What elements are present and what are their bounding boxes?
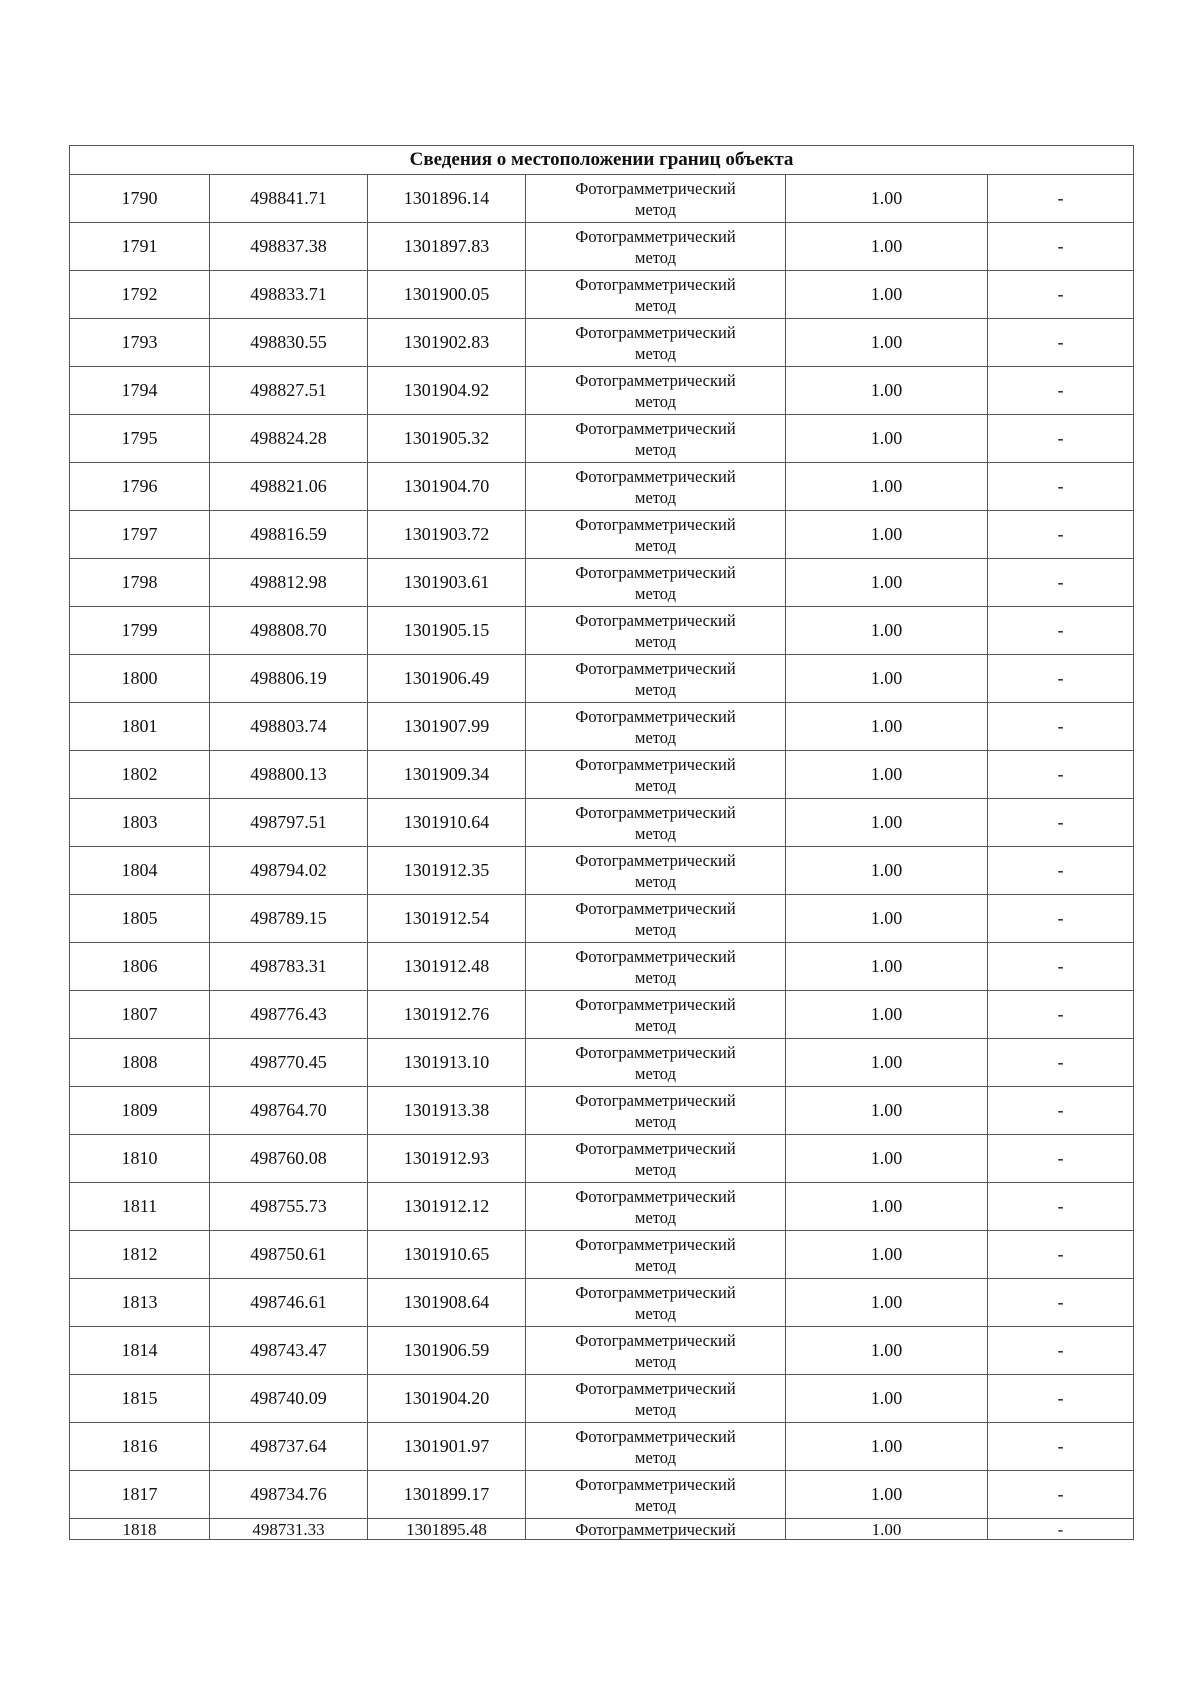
y-coordinate-cell: 1301912.48 [368, 943, 526, 991]
method-line-2: метод [635, 1447, 676, 1467]
point-number-cell: 1796 [70, 463, 210, 511]
method-line-1: Фотограмметрический [575, 226, 736, 246]
method-line-1: Фотограмметрический [575, 946, 736, 966]
note-cell: - [988, 175, 1134, 223]
table-row [70, 943, 1134, 991]
y-coordinate-cell: 1301912.93 [368, 1135, 526, 1183]
method-line-1: Фотограмметрический [575, 1330, 736, 1350]
y-coordinate-cell: 1301901.97 [368, 1423, 526, 1471]
method-line-2: метод [635, 439, 676, 459]
x-coordinate-cell: 498837.38 [210, 223, 368, 271]
note-cell: - [988, 415, 1134, 463]
method-line-1: Фотограмметрический [575, 1186, 736, 1206]
y-coordinate-cell: 1301912.12 [368, 1183, 526, 1231]
note-cell: - [988, 1471, 1134, 1519]
x-coordinate-cell: 498806.19 [210, 655, 368, 703]
y-coordinate-cell: 1301904.20 [368, 1375, 526, 1423]
point-number-cell: 1818 [70, 1519, 210, 1540]
method-cell [526, 607, 786, 655]
table-row [70, 1423, 1134, 1471]
accuracy-cell: 1.00 [786, 703, 988, 751]
point-number-cell: 1814 [70, 1327, 210, 1375]
accuracy-cell: 1.00 [786, 1327, 988, 1375]
method-line-2: метод [635, 919, 676, 939]
point-number-cell: 1794 [70, 367, 210, 415]
method-line-1: Фотограмметрический [575, 610, 736, 630]
point-number-cell: 1798 [70, 559, 210, 607]
method-line-2: метод [635, 1159, 676, 1179]
x-coordinate-cell: 498755.73 [210, 1183, 368, 1231]
point-number-cell: 1801 [70, 703, 210, 751]
method-line-1: Фотограмметрический [575, 1042, 736, 1062]
x-coordinate-cell: 498808.70 [210, 607, 368, 655]
accuracy-cell: 1.00 [786, 223, 988, 271]
accuracy-cell: 1.00 [786, 751, 988, 799]
method-line-2: метод [635, 1111, 676, 1131]
method-line-1: Фотограмметрический [575, 898, 736, 918]
note-cell: - [988, 559, 1134, 607]
note-cell: - [988, 751, 1134, 799]
method-line-2: метод [635, 391, 676, 411]
method-cell [526, 703, 786, 751]
x-coordinate-cell: 498731.33 [210, 1519, 368, 1540]
note-cell: - [988, 223, 1134, 271]
note-cell: - [988, 943, 1134, 991]
x-coordinate-cell: 498746.61 [210, 1279, 368, 1327]
x-coordinate-cell: 498789.15 [210, 895, 368, 943]
method-line-1: Фотограмметрический [575, 850, 736, 870]
point-number-cell: 1815 [70, 1375, 210, 1423]
point-number-cell: 1797 [70, 511, 210, 559]
x-coordinate-cell: 498830.55 [210, 319, 368, 367]
note-cell: - [988, 895, 1134, 943]
accuracy-cell: 1.00 [786, 1231, 988, 1279]
table-row [70, 175, 1134, 223]
x-coordinate-cell: 498743.47 [210, 1327, 368, 1375]
point-number-cell: 1805 [70, 895, 210, 943]
method-cell [526, 511, 786, 559]
note-cell: - [988, 319, 1134, 367]
method-line-1: Фотограмметрический [575, 1234, 736, 1254]
accuracy-cell: 1.00 [786, 1279, 988, 1327]
table-row [70, 751, 1134, 799]
point-number-cell: 1804 [70, 847, 210, 895]
method-cell [526, 1471, 786, 1519]
method-cell [526, 751, 786, 799]
method-cell [526, 223, 786, 271]
method-line-1: Фотограмметрический [575, 1474, 736, 1494]
x-coordinate-cell: 498734.76 [210, 1471, 368, 1519]
x-coordinate-cell: 498770.45 [210, 1039, 368, 1087]
accuracy-cell: 1.00 [786, 559, 988, 607]
method-cell [526, 943, 786, 991]
method-line-2: метод [635, 535, 676, 555]
note-cell: - [988, 1087, 1134, 1135]
x-coordinate-cell: 498740.09 [210, 1375, 368, 1423]
accuracy-cell: 1.00 [786, 511, 988, 559]
method-cell [526, 1375, 786, 1423]
y-coordinate-cell: 1301897.83 [368, 223, 526, 271]
method-line-2: метод [635, 1303, 676, 1323]
method-line-1: Фотограмметрический [575, 466, 736, 486]
accuracy-cell: 1.00 [786, 463, 988, 511]
x-coordinate-cell: 498821.06 [210, 463, 368, 511]
accuracy-cell: 1.00 [786, 607, 988, 655]
x-coordinate-cell: 498803.74 [210, 703, 368, 751]
table-row [70, 1183, 1134, 1231]
table-row [70, 367, 1134, 415]
table-row [70, 847, 1134, 895]
y-coordinate-cell: 1301912.35 [368, 847, 526, 895]
accuracy-cell: 1.00 [786, 1135, 988, 1183]
method-cell [526, 847, 786, 895]
y-coordinate-cell: 1301907.99 [368, 703, 526, 751]
y-coordinate-cell: 1301902.83 [368, 319, 526, 367]
accuracy-cell: 1.00 [786, 1375, 988, 1423]
point-number-cell: 1817 [70, 1471, 210, 1519]
point-number-cell: 1811 [70, 1183, 210, 1231]
point-number-cell: 1807 [70, 991, 210, 1039]
y-coordinate-cell: 1301905.32 [368, 415, 526, 463]
note-cell: - [988, 1327, 1134, 1375]
note-cell: - [988, 703, 1134, 751]
x-coordinate-cell: 498841.71 [210, 175, 368, 223]
method-cell [526, 319, 786, 367]
x-coordinate-cell: 498760.08 [210, 1135, 368, 1183]
method-line-1: Фотограмметрический [575, 514, 736, 534]
method-line-2: метод [635, 247, 676, 267]
accuracy-cell: 1.00 [786, 271, 988, 319]
table-row-partial [70, 1519, 1134, 1540]
method-line-1: Фотограмметрический [575, 1426, 736, 1446]
point-number-cell: 1802 [70, 751, 210, 799]
method-cell [526, 415, 786, 463]
x-coordinate-cell: 498827.51 [210, 367, 368, 415]
point-number-cell: 1803 [70, 799, 210, 847]
method-cell [526, 1519, 786, 1540]
method-cell [526, 1327, 786, 1375]
table-row [70, 991, 1134, 1039]
note-cell: - [988, 1039, 1134, 1087]
method-line-2: метод [635, 487, 676, 507]
method-line-2: метод [635, 631, 676, 651]
method-line-1: Фотограмметрический [575, 1519, 736, 1539]
y-coordinate-cell: 1301904.92 [368, 367, 526, 415]
table-row [70, 1471, 1134, 1519]
note-cell: - [988, 991, 1134, 1039]
note-cell: - [988, 1519, 1134, 1540]
method-cell [526, 1231, 786, 1279]
method-line-1: Фотограмметрический [575, 178, 736, 198]
point-number-cell: 1816 [70, 1423, 210, 1471]
method-line-2: метод [635, 199, 676, 219]
table-row [70, 799, 1134, 847]
method-cell [526, 799, 786, 847]
note-cell: - [988, 463, 1134, 511]
method-line-2: метод [635, 823, 676, 843]
method-line-1: Фотограмметрический [575, 322, 736, 342]
method-line-1: Фотограмметрический [575, 274, 736, 294]
y-coordinate-cell: 1301910.65 [368, 1231, 526, 1279]
accuracy-cell: 1.00 [786, 799, 988, 847]
accuracy-cell: 1.00 [786, 1471, 988, 1519]
x-coordinate-cell: 498750.61 [210, 1231, 368, 1279]
x-coordinate-cell: 498764.70 [210, 1087, 368, 1135]
x-coordinate-cell: 498776.43 [210, 991, 368, 1039]
table-row [70, 559, 1134, 607]
note-cell: - [988, 511, 1134, 559]
y-coordinate-cell: 1301896.14 [368, 175, 526, 223]
table-title: Сведения о местоположении границ объекта [70, 146, 1134, 175]
note-cell: - [988, 1279, 1134, 1327]
y-coordinate-cell: 1301905.15 [368, 607, 526, 655]
point-number-cell: 1813 [70, 1279, 210, 1327]
y-coordinate-cell: 1301903.61 [368, 559, 526, 607]
method-cell [526, 175, 786, 223]
y-coordinate-cell: 1301913.38 [368, 1087, 526, 1135]
x-coordinate-cell: 498833.71 [210, 271, 368, 319]
method-line-1: Фотограмметрический [575, 658, 736, 678]
note-cell: - [988, 607, 1134, 655]
note-cell: - [988, 271, 1134, 319]
method-cell [526, 1087, 786, 1135]
method-line-2: метод [635, 1399, 676, 1419]
accuracy-cell: 1.00 [786, 1423, 988, 1471]
method-line-2: метод [635, 583, 676, 603]
method-line-2: метод [635, 1207, 676, 1227]
x-coordinate-cell: 498783.31 [210, 943, 368, 991]
table-row [70, 415, 1134, 463]
y-coordinate-cell: 1301904.70 [368, 463, 526, 511]
method-line-2: метод [635, 1495, 676, 1515]
note-cell: - [988, 847, 1134, 895]
method-line-1: Фотограмметрический [575, 370, 736, 390]
table-row [70, 1231, 1134, 1279]
y-coordinate-cell: 1301903.72 [368, 511, 526, 559]
table-row [70, 1135, 1134, 1183]
boundary-coordinates-table [69, 145, 1134, 1540]
note-cell: - [988, 1135, 1134, 1183]
point-number-cell: 1812 [70, 1231, 210, 1279]
table-row [70, 511, 1134, 559]
accuracy-cell: 1.00 [786, 1183, 988, 1231]
method-cell [526, 895, 786, 943]
point-number-cell: 1799 [70, 607, 210, 655]
method-line-1: Фотограмметрический [575, 562, 736, 582]
method-line-2: метод [635, 1255, 676, 1275]
table-row [70, 1039, 1134, 1087]
point-number-cell: 1808 [70, 1039, 210, 1087]
point-number-cell: 1792 [70, 271, 210, 319]
method-line-2: метод [635, 343, 676, 363]
method-line-2: метод [635, 775, 676, 795]
method-line-2: метод [635, 727, 676, 747]
y-coordinate-cell: 1301912.76 [368, 991, 526, 1039]
x-coordinate-cell: 498794.02 [210, 847, 368, 895]
point-number-cell: 1793 [70, 319, 210, 367]
method-line-1: Фотограмметрический [575, 418, 736, 438]
method-line-2: метод [635, 1015, 676, 1035]
method-line-1: Фотограмметрический [575, 754, 736, 774]
note-cell: - [988, 1231, 1134, 1279]
table-row [70, 223, 1134, 271]
table-row [70, 607, 1134, 655]
y-coordinate-cell: 1301899.17 [368, 1471, 526, 1519]
method-line-1: Фотограмметрический [575, 1090, 736, 1110]
method-cell [526, 1423, 786, 1471]
method-cell [526, 463, 786, 511]
accuracy-cell: 1.00 [786, 943, 988, 991]
note-cell: - [988, 799, 1134, 847]
accuracy-cell: 1.00 [786, 895, 988, 943]
method-line-2: метод [635, 967, 676, 987]
accuracy-cell: 1.00 [786, 1087, 988, 1135]
x-coordinate-cell: 498812.98 [210, 559, 368, 607]
table-row [70, 1279, 1134, 1327]
note-cell: - [988, 1183, 1134, 1231]
table-row [70, 703, 1134, 751]
table-title-row [70, 146, 1134, 175]
x-coordinate-cell: 498824.28 [210, 415, 368, 463]
y-coordinate-cell: 1301912.54 [368, 895, 526, 943]
method-cell [526, 991, 786, 1039]
x-coordinate-cell: 498816.59 [210, 511, 368, 559]
y-coordinate-cell: 1301908.64 [368, 1279, 526, 1327]
method-cell [526, 1279, 786, 1327]
method-cell [526, 271, 786, 319]
table-row [70, 1375, 1134, 1423]
x-coordinate-cell: 498800.13 [210, 751, 368, 799]
y-coordinate-cell: 1301910.64 [368, 799, 526, 847]
method-line-2: метод [635, 1351, 676, 1371]
accuracy-cell: 1.00 [786, 367, 988, 415]
table-row [70, 271, 1134, 319]
y-coordinate-cell: 1301900.05 [368, 271, 526, 319]
method-cell [526, 1039, 786, 1087]
note-cell: - [988, 1423, 1134, 1471]
method-cell [526, 1183, 786, 1231]
point-number-cell: 1790 [70, 175, 210, 223]
accuracy-cell: 1.00 [786, 319, 988, 367]
method-line-1: Фотограмметрический [575, 706, 736, 726]
note-cell: - [988, 367, 1134, 415]
point-number-cell: 1791 [70, 223, 210, 271]
method-cell [526, 655, 786, 703]
y-coordinate-cell: 1301909.34 [368, 751, 526, 799]
method-line-2: метод [635, 871, 676, 891]
accuracy-cell: 1.00 [786, 991, 988, 1039]
method-line-1: Фотограмметрический [575, 1378, 736, 1398]
method-line-2: метод [635, 295, 676, 315]
table-row [70, 1327, 1134, 1375]
method-line-1: Фотограмметрический [575, 1138, 736, 1158]
point-number-cell: 1800 [70, 655, 210, 703]
point-number-cell: 1809 [70, 1087, 210, 1135]
point-number-cell: 1810 [70, 1135, 210, 1183]
method-cell [526, 1135, 786, 1183]
accuracy-cell: 1.00 [786, 1039, 988, 1087]
method-line-2: метод [635, 679, 676, 699]
table-row [70, 655, 1134, 703]
table-row [70, 463, 1134, 511]
table-row [70, 895, 1134, 943]
point-number-cell: 1795 [70, 415, 210, 463]
accuracy-cell: 1.00 [786, 847, 988, 895]
x-coordinate-cell: 498737.64 [210, 1423, 368, 1471]
method-cell [526, 367, 786, 415]
x-coordinate-cell: 498797.51 [210, 799, 368, 847]
accuracy-cell: 1.00 [786, 655, 988, 703]
y-coordinate-cell: 1301906.49 [368, 655, 526, 703]
accuracy-cell: 1.00 [786, 415, 988, 463]
method-cell [526, 559, 786, 607]
y-coordinate-cell: 1301906.59 [368, 1327, 526, 1375]
method-line-1: Фотограмметрический [575, 994, 736, 1014]
accuracy-cell: 1.00 [786, 175, 988, 223]
accuracy-cell: 1.00 [786, 1519, 988, 1540]
method-line-1: Фотограмметрический [575, 802, 736, 822]
y-coordinate-cell: 1301913.10 [368, 1039, 526, 1087]
table-row [70, 1087, 1134, 1135]
table-row [70, 319, 1134, 367]
method-line-1: Фотограмметрический [575, 1282, 736, 1302]
note-cell: - [988, 1375, 1134, 1423]
point-number-cell: 1806 [70, 943, 210, 991]
method-line-2: метод [635, 1063, 676, 1083]
y-coordinate-cell: 1301895.48 [368, 1519, 526, 1540]
note-cell: - [988, 655, 1134, 703]
